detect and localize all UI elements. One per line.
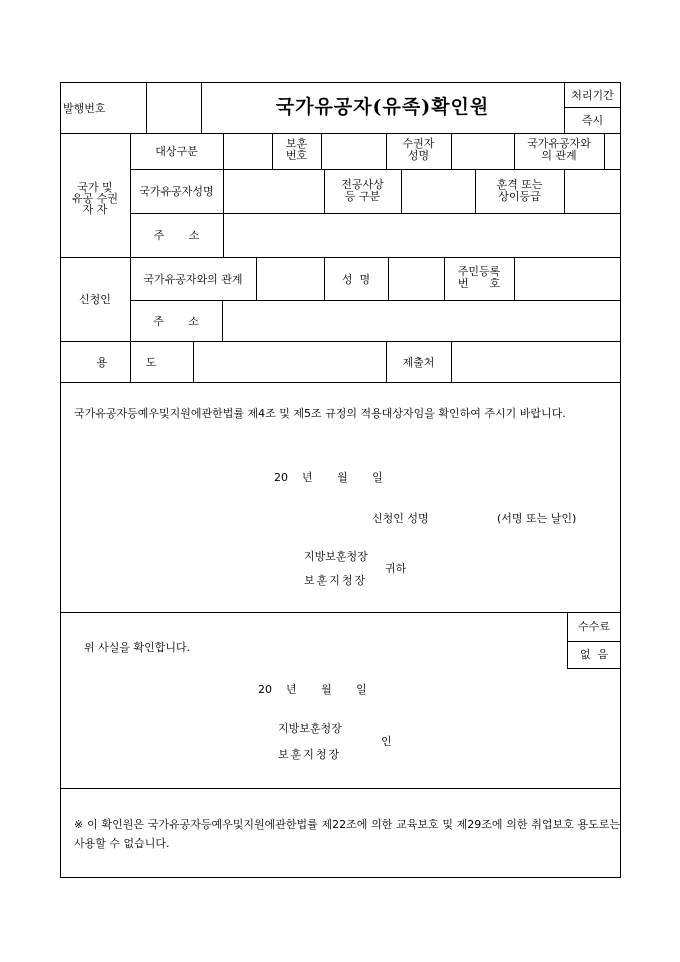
veteran-number-label — [272, 138, 321, 162]
merit-group-line: 자 자 — [82, 203, 108, 216]
divider — [60, 341, 621, 342]
processing-period-value: 즉시 — [581, 114, 604, 127]
merit-group-line: 국가 및 — [77, 181, 113, 194]
divider — [451, 341, 452, 383]
label-line: 국가유공자와 — [527, 137, 591, 150]
confirm-statement: 위 사실을 확인합니다. — [84, 641, 191, 654]
divider — [60, 612, 621, 613]
divider — [60, 788, 621, 789]
border-line — [60, 877, 621, 878]
label-line: 전공사상 — [341, 178, 384, 191]
confirm-date: 20 년 월 일 — [258, 683, 367, 696]
divider — [130, 213, 621, 214]
divider — [388, 257, 389, 301]
applicant-address-label: 주 소 — [153, 315, 199, 328]
branch-office-label: 보훈지청장 — [304, 574, 368, 587]
issue-number-label: 발행번호 — [63, 102, 106, 115]
seal-mark: 인 — [381, 735, 392, 748]
applicant-signature-label: 신청인 성명 — [372, 512, 429, 525]
divider — [130, 300, 621, 301]
divider — [60, 382, 621, 383]
divider — [567, 668, 621, 669]
fee-value: 없 음 — [579, 648, 609, 661]
divider — [451, 133, 452, 169]
applicant-name-label: 성 명 — [341, 273, 371, 286]
target-category-label: 대상구분 — [155, 145, 198, 158]
divider — [604, 133, 605, 169]
divider — [222, 300, 223, 342]
request-statement: 국가유공자등예우및지원에관한법률 제4조 및 제5조 규정의 적용대상자임을 확인하여 주시기 바랍니다. — [74, 407, 566, 420]
regional-office-label: 지방보훈청장 — [304, 550, 368, 563]
beneficiary-name-label — [386, 138, 451, 162]
divider — [514, 257, 515, 301]
applicant-relation-label: 국가유공자와의 관계 — [143, 273, 243, 286]
merit-group-label — [60, 182, 130, 215]
label-line: 보훈 — [285, 137, 308, 150]
divider — [401, 169, 402, 213]
divider — [564, 107, 621, 108]
border-line — [60, 82, 621, 83]
label-line: 의 관계 — [541, 149, 577, 162]
label-line: 번 호 — [457, 277, 501, 290]
divider — [223, 133, 224, 169]
relation-label — [514, 138, 604, 162]
addressee-label: 귀하 — [385, 562, 407, 575]
merit-address-label: 주 소 — [153, 229, 200, 242]
divider — [193, 341, 194, 383]
label-line: 훈격 또는 — [496, 178, 543, 191]
footer-note: ※ 이 확인원은 국가유공자등예우및지원에관한법률 제22조에 의한 교육보호 및 제29조에 의한 취업보호 용도로는 사용할 수 없습니다. — [74, 818, 620, 850]
resident-number-label — [444, 266, 514, 290]
divider — [60, 133, 621, 134]
submit-to-label: 제출처 — [402, 356, 435, 369]
processing-period-label: 처리기간 — [571, 89, 614, 102]
usage-label: 용 도 — [96, 356, 157, 369]
divider — [60, 257, 621, 258]
merit-group-line: 유공 수권 — [71, 192, 118, 205]
divider — [256, 257, 257, 301]
divider — [321, 133, 322, 169]
war-category-label — [324, 179, 401, 203]
label-line: 상이등급 — [498, 190, 541, 203]
grade-label — [475, 179, 564, 203]
applicant-group-label: 신청인 — [79, 293, 111, 306]
label-line: 주민등록 — [457, 265, 501, 278]
label-line: 번호 — [285, 149, 308, 162]
merit-person-name-label: 국가유공자성명 — [139, 185, 214, 198]
label-line: 성명 — [407, 149, 430, 162]
confirm-branch-office: 보훈지청장 — [278, 748, 342, 761]
divider — [223, 169, 224, 258]
divider — [564, 169, 565, 213]
divider — [130, 169, 621, 170]
divider — [146, 82, 147, 133]
fee-label: 수수료 — [578, 620, 610, 633]
signature-note: (서명 또는 날인) — [497, 512, 577, 525]
divider — [567, 641, 621, 642]
page-title: 국가유공자(유족)확인원 — [275, 96, 490, 118]
confirm-regional-office: 지방보훈청장 — [278, 722, 342, 735]
label-line: 수권자 — [402, 137, 435, 150]
label-line: 등 구분 — [344, 190, 381, 203]
request-date: 20 년 월 일 — [274, 471, 383, 484]
border-line — [620, 82, 621, 878]
